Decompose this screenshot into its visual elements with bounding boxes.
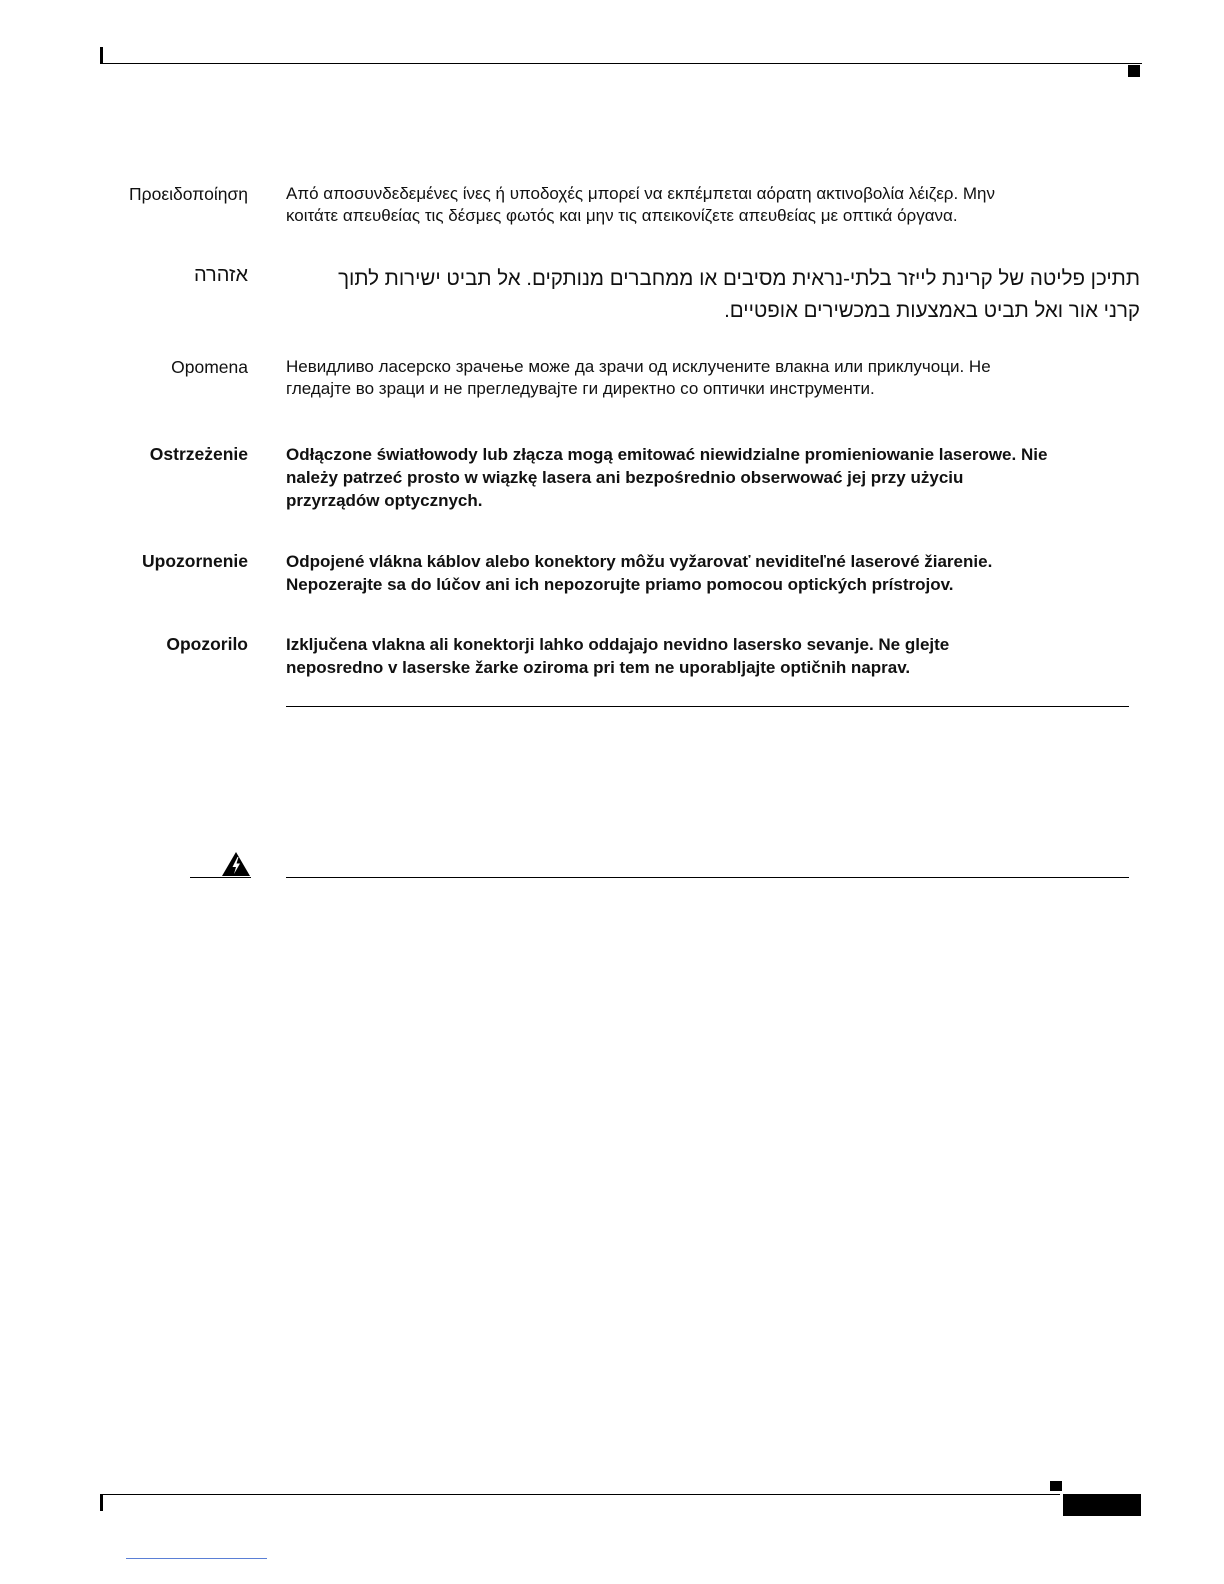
warning-text [286, 183, 1136, 227]
warning-line: κοιτάτε απευθείας τις δέσμες φωτός και μην τις απεικονίζετε απευθείας με οπτικά όργανα. [286, 206, 958, 225]
warning-line: Από αποσυνδεδεμένες ίνες ή υποδοχές μπορεί να εκπέμπεται αόρατη ακτινοβολία λέιζερ. Μην [286, 184, 996, 203]
warning-line: תתיכן פליטה של קרינת לייזר בלתי-נראית מסיבים או ממחברים מנותקים. אל תביט ישירות לתוך [338, 267, 1140, 290]
warning-triangle-icon [221, 851, 251, 877]
warning-line: Невидливо ласерско зрачење може да зрачи од исклучените влакна или приклучоци. Не [286, 357, 991, 376]
warning-line: гледајте во зраци и не прегледувајте ги директно со оптички инструменти. [286, 379, 875, 398]
header-marker [1128, 65, 1140, 77]
warning-label: Opozorilo [166, 634, 248, 654]
warning-label: Ostrzeżenie [149, 444, 248, 464]
warning-text [286, 443, 1136, 512]
section-separator [286, 706, 1129, 707]
warning-separator [286, 877, 1129, 878]
warning-line: קרני אור ואל תביט באמצעות במכשירים אופטיים. [724, 299, 1140, 322]
header-tick [100, 47, 103, 64]
warning-line: Nepozerajte sa do lúčov ani ich nepozorujte priamo pomocou optických prístrojov. [286, 575, 954, 594]
warning-text [286, 356, 1136, 400]
header-rule [100, 63, 1142, 64]
warning-line: Odpojené vlákna káblov alebo konektory môžu vyžarovať neviditeľné laserové žiarenie. [286, 552, 993, 571]
warning-line: Izključena vlakna ali konektorji lahko oddajajo nevidno lasersko sevanje. Ne glejte [286, 635, 950, 654]
warning-icon-rule [190, 877, 251, 878]
footer-tick [100, 1494, 103, 1511]
warning-text [286, 550, 1136, 596]
warning-text [286, 633, 1136, 679]
warning-label: Opomena [171, 357, 248, 377]
footer-rule [100, 1494, 1060, 1495]
footer-page-tab [1063, 1494, 1141, 1516]
warning-line: neposredno v laserske žarke oziroma pri tem ne uporabljajte optičnih naprav. [286, 658, 911, 677]
warning-line: należy patrzeć prosto w wiązkę lasera ani bezpośrednio obserwować jej przy użyciu [286, 468, 964, 487]
warning-label: Προειδοποίηση [129, 184, 248, 204]
warning-label: Upozornenie [142, 551, 248, 571]
footer-marker [1050, 1481, 1062, 1491]
warning-line: Odłączone światłowody lub złącza mogą emitować niewidzialne promieniowanie laserowe. Nie [286, 445, 1048, 464]
warning-label: אזהרה [193, 264, 248, 286]
footer-link-underline[interactable] [126, 1558, 267, 1559]
warning-line: przyrządów optycznych. [286, 491, 483, 510]
warning-text [250, 263, 1140, 327]
